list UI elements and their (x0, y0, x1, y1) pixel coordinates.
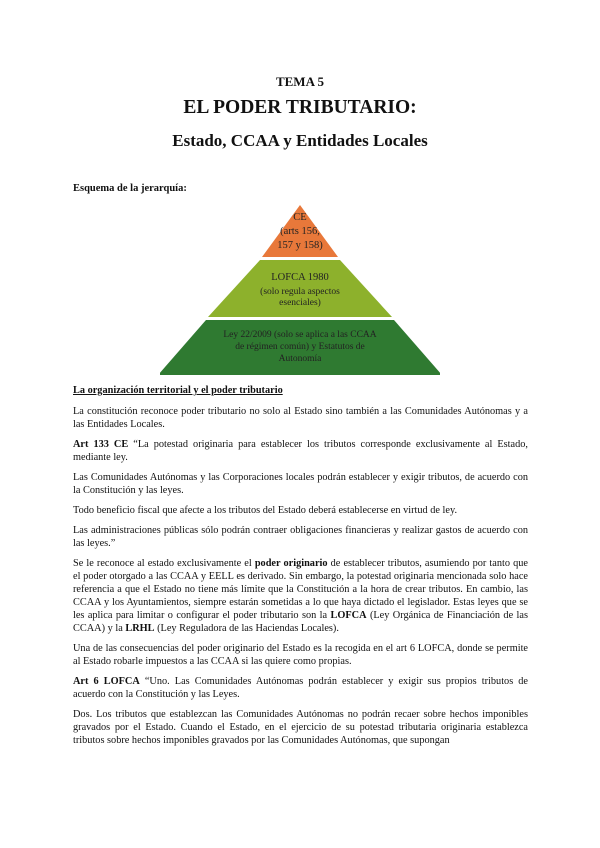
text-span: Se le reconoce al estado exclusivamente el (73, 558, 255, 569)
pyramid-middle-line1: LOFCA 1980 (271, 272, 329, 283)
text-span: de establecer tributos, asumiendo por tanto que el poder otorgado a las CCAA y EELL es derivado. Sin embargo, la potestad originaria mencionada solo hace referencia a que el Estado no tiene más límite que la Constitución a la hora de crear tributos. En cambio, las CCAA y los Ayuntamientos, siempre estarán sometidas a lo que haya dictado el legislador. Estas leyes que se les aplica para limitar o configurar el poder tributario son la (73, 558, 528, 621)
document-body (73, 384, 528, 754)
paragraph-7: Una de las consecuencias del poder originario del Estado es la recogida en el art 6 LOFCA, donde se permite al Estado robarle impuestos a las CCAA si las quiere como propias. (73, 643, 528, 667)
paragraph-1: La constitución reconoce poder tributario no solo al Estado sino también a las Comunidades Autónomas y a las Entidades Locales. (73, 406, 528, 430)
tema-label: TEMA 5 (275, 74, 325, 89)
pyramid-top-line1: CE (293, 212, 307, 223)
page-subtitle: Estado, CCAA y Entidades Locales (172, 131, 428, 150)
paragraph-9: Dos. Los tributos que establezcan las Comunidades Autónomas no podrán recaer sobre hechos imponibles gravados por el Estado. Cuando el Estado, en el ejercicio de su potestad tributaria originaria establezca tributos sobre hechos imponibles gravados por las Comunidades Autónomas, que supongan (73, 709, 528, 746)
bold-term: poder originario (254, 558, 328, 569)
esquema-label: Esquema de la jerarquía: (73, 183, 187, 194)
text-span: (Ley Reguladora de las Haciendas Locales). (154, 623, 339, 634)
paragraph-2-text: “La potestad originaria para establecer los tributos corresponde exclusivamente al Estado, mediante ley. (73, 439, 528, 463)
article-ref: Art 133 CE (73, 439, 129, 450)
hierarchy-pyramid (160, 205, 440, 375)
pyramid-bottom-line3: Autonomía (278, 354, 322, 364)
paragraph-3: Las Comunidades Autónomas y las Corporaciones locales podrán establecer y exigir tributos, de acuerdo con la Constitución y las leyes. (73, 472, 528, 496)
article-ref: Art 6 LOFCA (73, 676, 140, 687)
pyramid-top-line2: (arts 156, (280, 226, 320, 237)
pyramid-top-line3: 157 y 158) (277, 240, 323, 251)
paragraph-2 (73, 438, 528, 464)
bold-term: LOFCA (330, 610, 367, 621)
pyramid-bottom-line1: Ley 22/2009 (solo se aplica a las CCAA (223, 330, 377, 340)
page-title: EL PODER TRIBUTARIO: (183, 97, 417, 118)
bold-term: LRHL (125, 623, 155, 634)
text-span: (Ley Orgánica de Financiación de las CCAA) y la (73, 610, 528, 634)
paragraph-4: Todo beneficio fiscal que afecte a los tributos del Estado deberá establecerse en virtud de ley. (73, 505, 458, 516)
paragraph-8 (73, 675, 528, 701)
pyramid-middle-line2: (solo regula aspectos (260, 287, 340, 297)
pyramid-middle-line3: esenciales) (279, 298, 321, 308)
paragraph-5: Las administraciones públicas sólo podrán contraer obligaciones financieras y realizar gastos de acuerdo con las leyes.” (73, 525, 528, 549)
pyramid-bottom-line2: de régimen común) y Estatutos de (235, 342, 365, 352)
section-heading: La organización territorial y el poder tributario (73, 385, 283, 396)
paragraph-8-text: “Uno. Las Comunidades Autónomas podrán establecer y exigir sus propios tributos de acuerdo con la Constitución y las Leyes. (73, 676, 528, 700)
paragraph-6 (73, 557, 528, 635)
